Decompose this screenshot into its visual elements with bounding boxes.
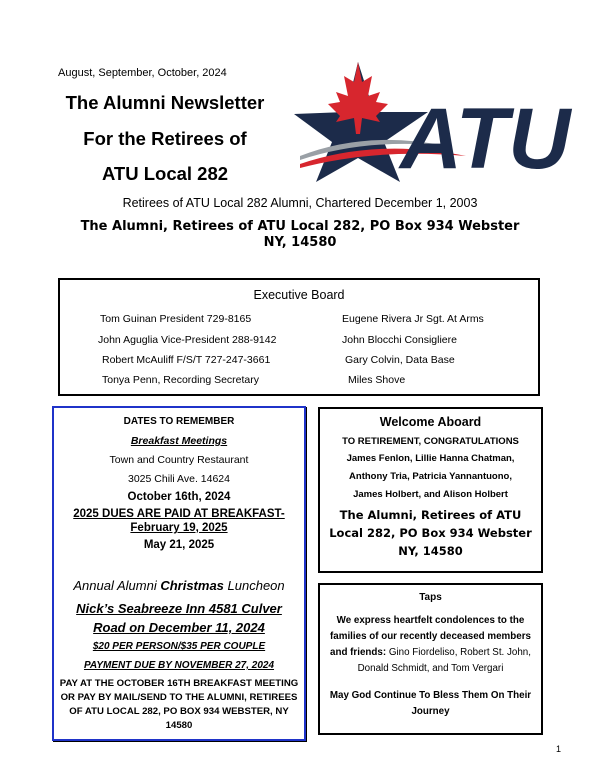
retiree-names: Anthony Tria, Patricia Yannantuono, xyxy=(349,471,512,482)
taps-condolences xyxy=(324,613,537,677)
newsletter-date: August, September, October, 2024 xyxy=(58,67,227,79)
board-member: Miles Shove xyxy=(348,374,406,386)
board-member: John Blocchi Consigliere xyxy=(342,334,457,346)
taps-deceased-names: Gino Fiordeliso, Robert St. John, Donald Schmidt, and Tom Vergari xyxy=(357,647,531,674)
restaurant-address: 3025 Chili Ave. 14624 xyxy=(128,473,230,485)
board-member: Eugene Rivera Jr Sgt. At Arms xyxy=(342,313,484,325)
meeting-date-may: May 21, 2025 xyxy=(143,539,215,551)
restaurant-name: Town and Country Restaurant xyxy=(109,454,249,466)
board-member: John Aguglia Vice-President 288-9142 xyxy=(98,334,277,346)
newsletter-title-line2: For the Retirees of xyxy=(83,128,247,149)
board-member: Gary Colvin, Data Base xyxy=(345,354,455,366)
luncheon-pre: Annual Alumni xyxy=(73,578,161,593)
chartered-subtitle: Retirees of ATU Local 282 Alumni, Chartered December 1, 2003 xyxy=(122,196,478,210)
payment-instructions: PAY AT THE OCTOBER 16TH BREAKFAST MEETING OR PAY BY MAIL/SEND TO THE ALUMNI, RETIREES OF ATU LOCAL 282, PO BOX 934 WEBSTER, NY 14580 xyxy=(59,678,299,731)
luncheon-post: Luncheon xyxy=(223,578,285,593)
board-member: Tonya Penn, Recording Secretary xyxy=(102,374,260,386)
executive-board-title: Executive Board xyxy=(253,288,345,302)
page-number: 1 xyxy=(556,744,562,754)
payment-due: PAYMENT DUE BY NOVEMBER 27, 2024 xyxy=(83,660,275,671)
luncheon-venue: Nick’s Seabreeze Inn 4581 Culver Road on December 11, 2024 xyxy=(76,601,282,635)
taps-condolence-text: We express heartfelt condolences to the families of our recently deceased members and friends: xyxy=(330,615,531,658)
retiree-names: James Holbert, and Alison Holbert xyxy=(353,489,508,500)
board-member: Tom Guinan President 729-8165 xyxy=(100,313,252,325)
taps-box xyxy=(318,583,543,735)
meeting-date-february: February 19, 2025 xyxy=(130,522,228,534)
logo-text: ATU xyxy=(400,91,571,187)
executive-board-box xyxy=(58,278,540,396)
luncheon-heading xyxy=(54,578,304,593)
luncheon-price: $20 PER PERSON/$35 PER COUPLE xyxy=(92,641,266,652)
welcome-intro: TO RETIREMENT, CONGRATULATIONS xyxy=(342,436,519,447)
header-mailing-address: The Alumni, Retirees of ATU Local 282, PO Box 934 Webster NY, 14580 xyxy=(80,219,520,250)
newsletter-title-line3: ATU Local 282 xyxy=(101,163,229,184)
retiree-names: James Fenlon, Lillie Hanna Chatman, xyxy=(346,453,515,464)
dues-note: 2025 DUES ARE PAID AT BREAKFAST- xyxy=(73,508,285,520)
taps-blessing: May God Continue To Bless Them On Their Journey xyxy=(329,690,532,717)
breakfast-heading: Breakfast Meetings xyxy=(130,435,228,447)
welcome-title: Welcome Aboard xyxy=(379,415,482,429)
newsletter-title-line1: The Alumni Newsletter xyxy=(65,92,265,113)
dates-to-remember-box xyxy=(52,406,306,741)
taps-title: Taps xyxy=(419,592,442,603)
atu-logo xyxy=(296,60,571,187)
dates-heading: DATES TO REMEMBER xyxy=(123,416,235,427)
welcome-mailing-address: The Alumni, Retirees of ATU Local 282, PO Box 934 Webster NY, 14580 xyxy=(329,508,532,558)
welcome-aboard-box xyxy=(318,407,543,573)
board-member: Robert McAuliff F/S/T 727-247-3661 xyxy=(102,354,271,366)
meeting-date-october: October 16th, 2024 xyxy=(127,491,231,503)
luncheon-christmas: Christmas xyxy=(160,578,224,593)
